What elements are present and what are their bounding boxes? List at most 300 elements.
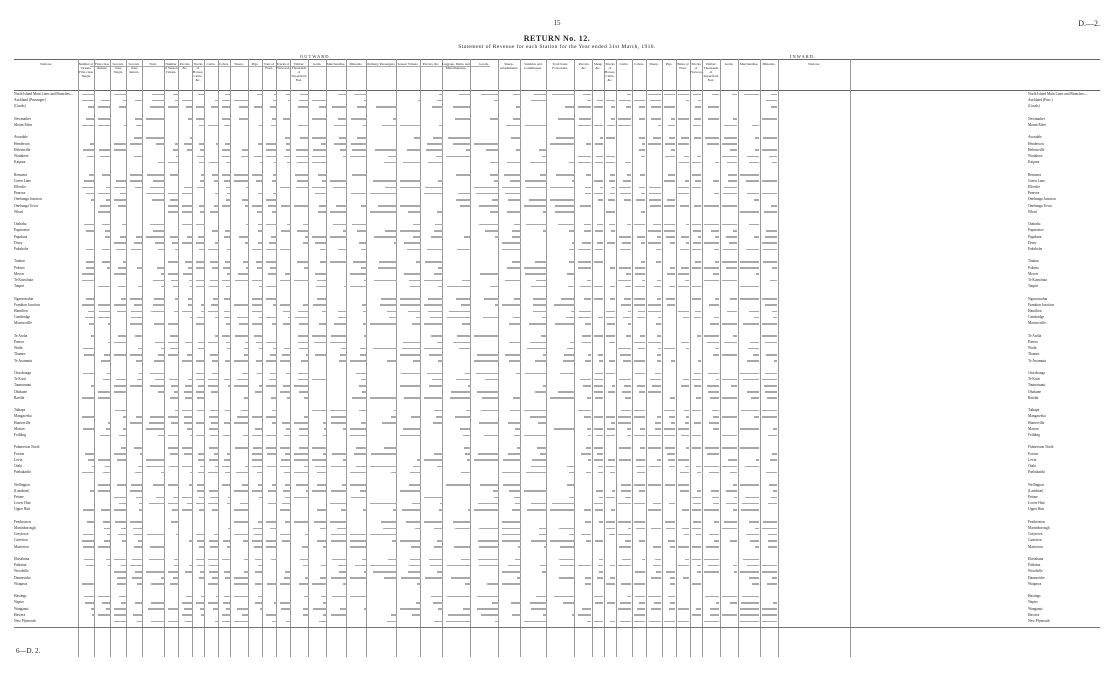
station-name: Upper Hutt: [14, 507, 31, 512]
cell-figures: [447, 596, 471, 598]
cell-figures: [664, 428, 675, 430]
cell-figures: [722, 224, 737, 226]
cell-figures: [115, 410, 127, 412]
cell-figures: [724, 125, 737, 127]
cell-figures: [299, 583, 309, 585]
cell-figures: [269, 242, 277, 244]
cell-figures: [542, 571, 547, 573]
cell-figures: [118, 267, 127, 269]
cell-figures: [502, 304, 521, 306]
cell-figures: [722, 156, 737, 158]
cell-figures: [678, 621, 689, 623]
station-name: Featherston: [14, 519, 31, 524]
cell-figures: [704, 466, 719, 468]
cell-figures: [639, 106, 645, 108]
cell-figures: [155, 242, 165, 244]
cell-figures: [550, 509, 575, 511]
station-name-right: Penrose: [1028, 191, 1040, 196]
cell-figures: [550, 199, 575, 201]
table-row: [80, 521, 1026, 524]
table-row: [80, 322, 1026, 325]
cell-figures: [200, 211, 205, 213]
cell-figures: [679, 162, 689, 164]
station-name-right: Marton: [1028, 426, 1039, 431]
cell-figures: [86, 193, 95, 195]
cell-figures: [653, 565, 661, 567]
cell-figures: [312, 459, 327, 461]
cell-figures: [634, 304, 645, 306]
cell-figures: [214, 453, 219, 455]
cell-figures: [428, 162, 443, 164]
cell-figures: [294, 385, 309, 387]
cell-figures: [298, 342, 309, 344]
cell-figures: [146, 428, 165, 430]
cell-figures: [637, 472, 645, 474]
cell-figures: [173, 577, 179, 579]
cell-figures: [312, 379, 327, 381]
cell-figures: [186, 106, 193, 108]
cell-figures: [606, 583, 615, 585]
cell-figures: [698, 236, 701, 238]
cell-figures: [678, 187, 689, 189]
cell-figures: [749, 521, 759, 523]
station-name: Hastings: [14, 594, 27, 599]
cell-figures: [425, 577, 443, 579]
cell-figures: [437, 571, 443, 573]
cell-figures: [227, 453, 231, 455]
cell-figures: [330, 342, 347, 344]
cell-figures: [350, 286, 367, 288]
cell-figures: [606, 528, 615, 530]
cell-figures: [322, 311, 327, 313]
cell-figures: [298, 379, 309, 381]
cell-figures: [524, 621, 547, 623]
cell-figures: [254, 156, 263, 158]
cell-figures: [321, 143, 327, 145]
cell-figures: [437, 211, 443, 213]
cell-figures: [762, 242, 777, 244]
cell-figures: [740, 484, 759, 486]
cell-figures: [695, 106, 701, 108]
cell-figures: [266, 546, 277, 548]
cell-figures: [350, 596, 367, 598]
cell-figures: [734, 497, 737, 499]
cell-figures: [319, 323, 327, 325]
cell-figures: [621, 583, 631, 585]
cell-figures: [481, 94, 499, 96]
cell-figures: [319, 621, 327, 623]
cell-figures: [252, 453, 263, 455]
cell-figures: [649, 193, 661, 195]
cell-figures: [648, 391, 661, 393]
cell-figures: [381, 298, 397, 300]
cell-figures: [161, 348, 165, 350]
cell-figures: [730, 298, 737, 300]
cell-figures: [668, 174, 675, 176]
cell-figures: [747, 391, 759, 393]
cell-figures: [134, 304, 143, 306]
cell-figures: [669, 137, 675, 139]
cell-figures: [582, 335, 591, 337]
cell-figures: [681, 236, 689, 238]
cell-figures: [453, 342, 471, 344]
cell-figures: [584, 298, 591, 300]
cell-figures: [711, 490, 719, 492]
cell-figures: [618, 280, 631, 282]
cell-figures: [529, 199, 547, 201]
cell-figures: [266, 143, 277, 145]
cell-figures: [280, 249, 291, 251]
cell-figures: [170, 583, 179, 585]
station-name: Penrose: [14, 191, 26, 196]
cell-figures: [502, 528, 521, 530]
cell-figures: [680, 205, 689, 207]
table-row: [80, 124, 1026, 127]
cell-figures: [531, 503, 547, 505]
cell-figures: [330, 261, 347, 263]
cell-figures: [211, 106, 219, 108]
table-row: [80, 360, 1026, 363]
cell-figures: [708, 106, 719, 108]
cell-figures: [572, 242, 575, 244]
station-name: Petone: [14, 495, 24, 499]
cell-figures: [567, 348, 575, 350]
cell-figures: [255, 391, 263, 393]
outward-col-header-15: Timber: Thousands of Superficial Feet.: [291, 62, 307, 82]
cell-figures: [697, 472, 701, 474]
cell-figures: [704, 509, 719, 511]
cell-figures: [400, 354, 421, 356]
cell-figures: [339, 571, 347, 573]
cell-figures: [704, 242, 719, 244]
cell-figures: [678, 193, 689, 195]
cell-figures: [457, 335, 471, 337]
cell-figures: [490, 174, 499, 176]
cell-figures: [665, 143, 675, 145]
cell-figures: [628, 323, 631, 325]
cell-figures: [134, 242, 143, 244]
cell-figures: [635, 267, 645, 269]
cell-figures: [285, 571, 291, 573]
cell-figures: [518, 546, 521, 548]
cell-figures: [286, 373, 291, 375]
cell-figures: [119, 596, 127, 598]
cell-figures: [692, 286, 701, 288]
cell-figures: [302, 546, 309, 548]
cell-figures: [650, 379, 661, 381]
cell-figures: [664, 435, 675, 437]
cell-figures: [611, 106, 615, 108]
cell-figures: [212, 509, 219, 511]
cell-figures: [502, 540, 521, 542]
cell-figures: [266, 614, 277, 616]
cell-figures: [619, 546, 631, 548]
cell-figures: [225, 230, 231, 232]
cell-figures: [244, 397, 249, 399]
cell-figures: [727, 311, 737, 313]
cell-figures: [474, 459, 499, 461]
cell-figures: [299, 428, 309, 430]
cell-figures: [283, 323, 291, 325]
cell-figures: [234, 521, 249, 523]
cell-figures: [636, 459, 645, 461]
cell-figures: [655, 373, 661, 375]
cell-figures: [174, 391, 179, 393]
cell-figures: [182, 509, 193, 511]
cell-figures: [83, 373, 95, 375]
cell-figures: [606, 521, 615, 523]
cell-figures: [764, 211, 777, 213]
cell-figures: [618, 565, 631, 567]
cell-figures: [273, 304, 277, 306]
cell-figures: [114, 509, 127, 511]
cell-figures: [539, 149, 547, 151]
cell-figures: [196, 379, 205, 381]
cell-figures: [364, 608, 367, 610]
cell-figures: [554, 428, 575, 430]
cell-figures: [286, 94, 291, 96]
cell-figures: [569, 534, 575, 536]
cell-figures: [225, 360, 231, 362]
cell-figures: [637, 317, 645, 319]
cell-figures: [594, 596, 603, 598]
table-row: [80, 490, 1026, 493]
cell-figures: [671, 118, 675, 120]
cell-figures: [550, 540, 575, 542]
cell-figures: [330, 211, 347, 213]
cell-figures: [544, 546, 547, 548]
cell-figures: [620, 602, 631, 604]
station-name-right: Auckland (Pass.): [1028, 98, 1053, 103]
cell-figures: [740, 373, 759, 375]
cell-figures: [525, 125, 547, 127]
cell-figures: [117, 484, 127, 486]
cell-figures: [578, 317, 591, 319]
cell-figures: [408, 211, 421, 213]
cell-figures: [512, 509, 521, 511]
cell-figures: [754, 236, 759, 238]
cell-figures: [357, 106, 367, 108]
cell-figures: [258, 230, 263, 232]
cell-figures: [434, 453, 443, 455]
cell-figures: [732, 94, 737, 96]
cell-figures: [692, 174, 701, 176]
cell-figures: [371, 453, 397, 455]
cell-figures: [755, 149, 759, 151]
cell-figures: [437, 100, 443, 102]
cell-figures: [512, 614, 521, 616]
station-name-right: Levin: [1028, 457, 1037, 462]
cell-figures: [268, 503, 277, 505]
cell-figures: [208, 385, 219, 387]
cell-figures: [123, 100, 127, 102]
cell-figures: [119, 435, 127, 437]
cell-figures: [330, 521, 347, 523]
cell-figures: [715, 162, 719, 164]
cell-figures: [122, 540, 127, 542]
cell-figures: [531, 466, 547, 468]
cell-figures: [150, 373, 165, 375]
station-name: Onehunga Junction: [14, 197, 42, 202]
cell-figures: [315, 354, 327, 356]
cell-figures: [712, 497, 719, 499]
station-name: Newmarket: [14, 116, 31, 121]
cell-figures: [692, 614, 701, 616]
cell-figures: [555, 323, 575, 325]
cell-figures: [623, 360, 631, 362]
cell-figures: [272, 410, 277, 412]
cell-figures: [387, 311, 397, 313]
station-name-right: Woodville: [1028, 569, 1043, 574]
station-name: Wharf: [14, 209, 24, 214]
cell-figures: [168, 608, 179, 610]
cell-figures: [682, 528, 689, 530]
cell-figures: [315, 242, 327, 244]
cell-figures: [150, 385, 165, 387]
cell-figures: [620, 621, 631, 623]
cell-figures: [745, 466, 759, 468]
station-name-right: Featherston: [1028, 519, 1045, 524]
cell-figures: [713, 354, 719, 356]
cell-figures: [479, 565, 499, 567]
cell-figures: [594, 379, 603, 381]
cell-figures: [666, 236, 675, 238]
cell-figures: [196, 224, 205, 226]
cell-figures: [384, 577, 397, 579]
cell-figures: [635, 286, 645, 288]
cell-figures: [168, 571, 179, 573]
cell-figures: [246, 267, 249, 269]
cell-figures: [754, 199, 759, 201]
cell-figures: [409, 280, 421, 282]
cell-figures: [597, 453, 603, 455]
cell-figures: [430, 565, 443, 567]
cell-figures: [608, 391, 615, 393]
cell-figures: [619, 459, 631, 461]
cell-figures: [305, 236, 309, 238]
cell-figures: [697, 156, 701, 158]
cell-figures: [104, 354, 111, 356]
table-row: [80, 347, 1026, 350]
cell-figures: [664, 230, 675, 232]
cell-figures: [223, 435, 231, 437]
table-row: [80, 192, 1026, 195]
cell-figures: [91, 335, 95, 337]
cell-figures: [190, 286, 193, 288]
cell-figures: [280, 583, 291, 585]
cell-figures: [280, 602, 291, 604]
cell-figures: [480, 484, 499, 486]
cell-figures: [281, 608, 291, 610]
cell-figures: [147, 174, 165, 176]
cell-figures: [234, 596, 249, 598]
station-name: Pukekohe: [14, 247, 29, 251]
cell-figures: [651, 528, 661, 530]
table-row: [80, 446, 1026, 449]
cell-figures: [101, 360, 111, 362]
table-row: [80, 434, 1026, 437]
cell-figures: [712, 94, 719, 96]
cell-figures: [474, 360, 499, 362]
cell-figures: [621, 490, 631, 492]
cell-figures: [98, 193, 111, 195]
cell-figures: [692, 509, 701, 511]
cell-figures: [138, 540, 143, 542]
cell-figures: [513, 317, 521, 319]
cell-figures: [724, 521, 737, 523]
cell-figures: [170, 335, 179, 337]
cell-figures: [108, 342, 111, 344]
cell-figures: [539, 528, 547, 530]
cell-figures: [210, 261, 219, 263]
outward-col-header-24: Sheep-refreshments.: [499, 62, 519, 70]
cell-figures: [168, 211, 179, 213]
outward-col-header-8: Trucks of Horses, Cattle, &c.: [192, 62, 204, 82]
cell-figures: [186, 596, 193, 598]
station-name-right: Carterton: [1028, 538, 1042, 543]
cell-figures: [168, 342, 179, 344]
cell-figures: [751, 397, 759, 399]
cell-figures: [525, 180, 547, 182]
cell-figures: [323, 614, 327, 616]
cell-figures: [655, 559, 661, 561]
cell-figures: [451, 577, 471, 579]
cell-figures: [343, 230, 347, 232]
cell-figures: [100, 156, 111, 158]
cell-figures: [722, 435, 737, 437]
station-name: Kaipara: [14, 160, 26, 165]
cell-figures: [338, 249, 347, 251]
cell-figures: [256, 342, 263, 344]
cell-figures: [429, 559, 443, 561]
cell-figures: [707, 385, 719, 387]
cell-figures: [198, 453, 205, 455]
cell-figures: [740, 211, 759, 213]
cell-figures: [765, 391, 777, 393]
cell-figures: [624, 298, 631, 300]
cell-figures: [581, 534, 591, 536]
station-name-right: Ngaruawahia: [1028, 296, 1048, 301]
cell-figures: [161, 286, 165, 288]
cell-figures: [648, 311, 661, 313]
cell-figures: [639, 540, 645, 542]
station-name: Papatoetoe: [14, 228, 30, 233]
cell-figures: [594, 459, 603, 461]
cell-figures: [658, 317, 661, 319]
cell-figures: [152, 100, 165, 102]
cell-figures: [303, 565, 309, 567]
cell-figures: [681, 137, 689, 139]
cell-figures: [182, 466, 193, 468]
cell-figures: [655, 428, 661, 430]
cell-figures: [694, 205, 701, 207]
cell-figures: [594, 416, 603, 418]
cell-figures: [704, 224, 719, 226]
table-row: [80, 391, 1026, 394]
cell-figures: [490, 162, 499, 164]
cell-figures: [740, 614, 759, 616]
cell-figures: [280, 280, 291, 282]
cell-figures: [136, 125, 143, 127]
table-row: [80, 298, 1026, 301]
cell-figures: [525, 273, 547, 275]
cell-figures: [468, 509, 471, 511]
cell-figures: [237, 379, 249, 381]
cell-figures: [743, 559, 759, 561]
cell-figures: [150, 224, 165, 226]
cell-figures: [114, 342, 127, 344]
cell-figures: [300, 94, 309, 96]
